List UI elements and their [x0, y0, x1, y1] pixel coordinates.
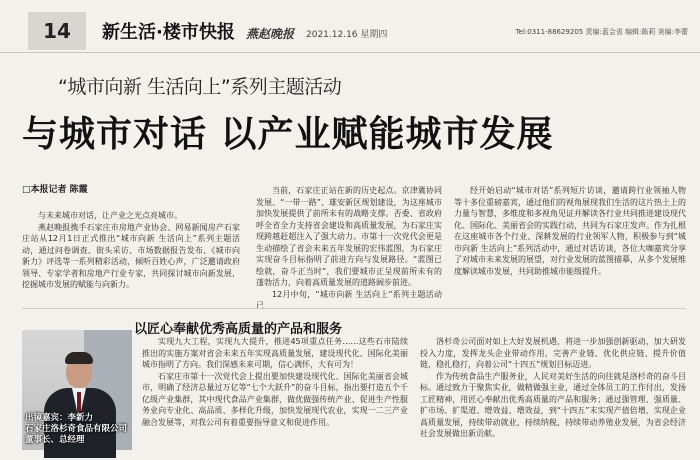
masthead-logo: 燕赵晚报: [246, 27, 295, 41]
paragraph: 12月中旬，“城市向新 生活向上”系列主题活动已: [256, 289, 442, 310]
article-column-3: [454, 185, 686, 305]
article-column-2: [256, 185, 442, 310]
feature-column-1: [142, 336, 408, 456]
paragraph: 与未来城市对话，让产业之光点亮城市。: [38, 211, 182, 220]
hair-shape: [65, 352, 93, 364]
section-divider: [22, 308, 686, 309]
paragraph: 当前，石家庄正站在新的历史起点。京津冀协同发展、“一带一路”、雄安新区规划建设，为这座城市加快发展提供了前所未有的战略支撑。否委、省政府呼全省全力支持省会建设和高质量发展，为石家庄实现跨越赶超注入了强大动力。市第十一次党代会更是生动描绘了省会未来五年发展的宏伟蓝图，为石家庄实现奋斗目标指明了前进方向与发展路径。“蓝图已绘就，奋斗正当时”，我们要城市正呈现前所未有的蓬勃活力，向着高质量发展的道路阔步前进。: [256, 186, 442, 287]
caption-line: 董事长、总经理: [25, 435, 85, 445]
article-byline: □本报记者 陈霞: [22, 185, 88, 195]
article-column-1: [22, 210, 240, 304]
paragraph: 作为传统食品生产服务业，人民对美好生活的向往就是洛杉奇的奋斗目标。通过致力于聚焦实业，做精做强主业，通过全体员工的工作付出，发扬工匠精神，用匠心奉献出优秀高质量的产品和服务；通过强管理、强质量、扩市场、扩渠道、增效益、增效益，到“十四五”末实现产值倍增，实现企业高质量发展，持续带动就业，持续纳税，持续带动养殖业发展，为省会经济社会发展做出新贡献。: [420, 371, 686, 438]
page-number: 14: [28, 12, 86, 50]
feature-column-2: [420, 336, 686, 456]
article-kicker: “城市向新 生活向上”系列主题活动: [58, 76, 342, 98]
caption-line: 石家庄洛杉奇食品有限公司: [25, 424, 128, 434]
paragraph: 洛杉奇公司面对如上大好发展机遇，将进一步加强创新驱动，加大研发投入力度，发挥龙头企业带动作用，完善产业链、优化供应链、提升价值链，稳扎稳打，向着公司“十四五”规划目标迈进。: [420, 337, 686, 369]
paragraph: 实现九大工程，实现九大提升，推进45项重点任务……这些石市陆续推出的实施方案对省会未来五年实现高质量发展，建设现代化、国际化美丽城市指明了方向。我们深感未来可期，信心满怀，大有可为！: [142, 337, 408, 369]
caption-line: 出镜嘉宾：李新力: [25, 413, 94, 423]
paragraph: 经开始启动“城市对话”系列短片访谈，邀请跨行业领袖人物等十多位重磅嘉宾，通过他们的视角展现我们生活的这片热土上的力量与智慧，多维度和多视角见证并解读各行业共同推进建设现代化、国际化、美丽省会的实践行动，共同为石家庄发声。作为扎根在这座城市各个行业、深耕发展的行业领军人物，积极参与到“城市向新 生活向上”系列活动中，通过对话访谈，各位大咖嘉宾分享了对城市未来发展的展望，对行业发展的蓝图描摹，从多个发展维度解读城市发展，共同助推城市能级提升。: [454, 186, 686, 276]
issue-date: 2021.12.16 星期四: [306, 30, 388, 40]
section-title: 新生活·楼市快报: [102, 22, 235, 43]
photo-caption: [22, 413, 132, 446]
paragraph: 燕赵晚报携手石家庄市房地产业协会、网易新闻房产石家庄站从12月1日正式推出“城市向新 生活向上”系列主题活动，通过问卷调查、街头采访、市场数据报告发布、《城市向新力》评选等一系列精彩活动，倾听百姓心声，广泛邀请政府领导、专家学者和房地产行业专家，共同探讨城市向新发展，挖掘城市发展的赋能与向新力。: [22, 222, 240, 289]
article-headline: 与城市对话 以产业赋能城市发展: [22, 114, 554, 155]
paragraph: 石家庄市第十一次党代会上提出要加快建设现代化、国际化美丽省会城市，明确了经济总量过万亿等“七个大跃升”的奋斗目标，指出要打造五个千亿级产业集群，其中现代食品产业集群，做优做强传统产业、促进生产性服务业向专业化、高品质、多样化升级，加快发展现代农业，实现一二三产业融合发展等，对我公司有着重要指导意义和促进作用。: [142, 371, 408, 427]
tie-shape: [77, 392, 81, 414]
feature-subhead: 以匠心奉献优秀高质量的产品和服务: [134, 322, 343, 337]
guest-photo: [22, 330, 132, 450]
editorial-contact: Tel:0311-88629205 责编:蓝会省 编辑:陈莉 美编:李蕾: [515, 28, 688, 36]
page-header: [0, 12, 700, 53]
